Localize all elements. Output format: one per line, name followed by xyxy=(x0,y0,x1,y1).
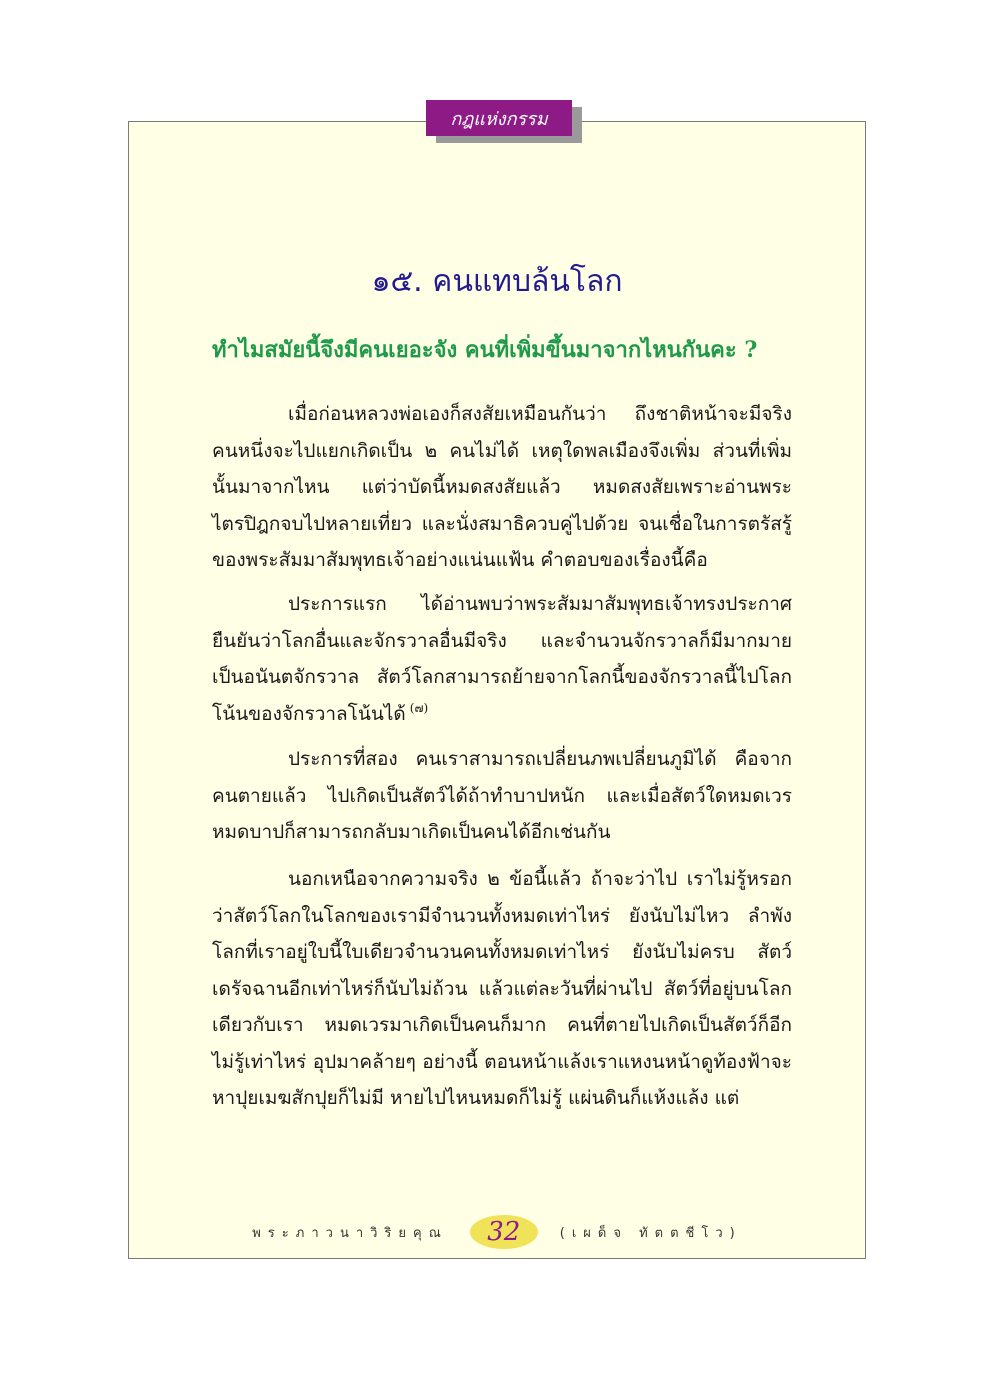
footnote-reference: (๗) xyxy=(409,701,429,716)
paragraph-2-text: ประการแรก ได้อ่านพบว่าพระสัมมาสัมพุทธเจ้าทรงประกาศยืนยันว่าโลกอื่นและจักรวาลอื่นมีจริง และจำนวนจักรวาลก็มีมากมายเป็นอนันตจักรวาล สัตว์โลกสามารถย้ายจากโลกนี้ของจักรวาลนี้ไปโลกโน้นของจักรวาลโน้นได้ xyxy=(212,593,792,725)
chapter-title: ๑๕. คนแทบล้นโลก xyxy=(371,264,623,299)
paragraph-1: เมื่อก่อนหลวงพ่อเองก็สงสัยเหมือนกันว่า ถึงชาติหน้าจะมีจริง คนหนึ่งจะไปแยกเกิดเป็น ๒ คนไม่ได้ เหตุใดพลเมืองจึงเพิ่ม ส่วนที่เพิ่มนั้นมาจากไหน แต่ว่าบัดนี้หมดสงสัยแล้ว หมดสงสัยเพราะอ่านพระไตรปิฎกจบไปหลายเที่ยว และนั่งสมาธิควบคู่ไปด้วย จนเชื่อในการตรัสรู้ของพระสัมมาสัมพุทธเจ้าอย่างแน่นแฟ้น คำตอบของเรื่องนี้คือ xyxy=(212,403,792,571)
page-footer xyxy=(128,1212,866,1252)
section-header-tab xyxy=(426,100,572,136)
page-number: 32 xyxy=(487,1217,521,1247)
section-label: กฎแห่งกรรม xyxy=(450,108,548,130)
footer-author: (เผด็จ ทัตตชีโว) xyxy=(559,1225,742,1241)
paragraph-3: ประการที่สอง คนเราสามารถเปลี่ยนภพเปลี่ยนภูมิได้ คือจากคนตายแล้ว ไปเกิดเป็นสัตว์ได้ถ้าทำบาปหนัก และเมื่อสัตว์ใดหมดเวรหมดบาปก็สามารถกลับมาเกิดเป็นคนได้อีกเช่นกัน xyxy=(212,748,792,843)
question-heading: ทำไมสมัยนี้จึงมีคนเยอะจัง คนที่เพิ่มขึ้นมาจากไหนกันคะ ? xyxy=(212,337,758,363)
page-number-badge xyxy=(470,1215,538,1249)
paragraph-4: นอกเหนือจากความจริง ๒ ข้อนี้แล้ว ถ้าจะว่าไป เราไม่รู้หรอกว่าสัตว์โลกในโลกของเรามีจำนวนทั้งหมดเท่าไหร่ ยังนับไม่ไหว ลำพังโลกที่เราอยู่ใบนี้ใบเดียวจำนวนคนทั้งหมดเท่าไหร่ ยังนับไม่ครบ สัตว์เดรัจฉานอีกเท่าไหร่ก็นับไม่ถ้วน แล้วแต่ละวันที่ผ่านไป สัตว์ที่อยู่บนโลกเดียวกับเรา หมดเวรมาเกิดเป็นคนก็มาก คนที่ตายไปเกิดเป็นสัตว์ก็อีกไม่รู้เท่าไหร่ อุปมาคล้ายๆ อย่างนี้ ตอนหน้าแล้งเราแหงนหน้าดูท้องฟ้าจะหาปุยเมฆสักปุยก็ไม่มี หายไปไหนหมดก็ไม่รู้ แผ่นดินก็แห้งแล้ง แต่ xyxy=(212,868,792,1109)
paragraph-2 xyxy=(212,586,792,732)
footer-book-title: พระภาวนาวิริยคุณ xyxy=(252,1225,448,1241)
